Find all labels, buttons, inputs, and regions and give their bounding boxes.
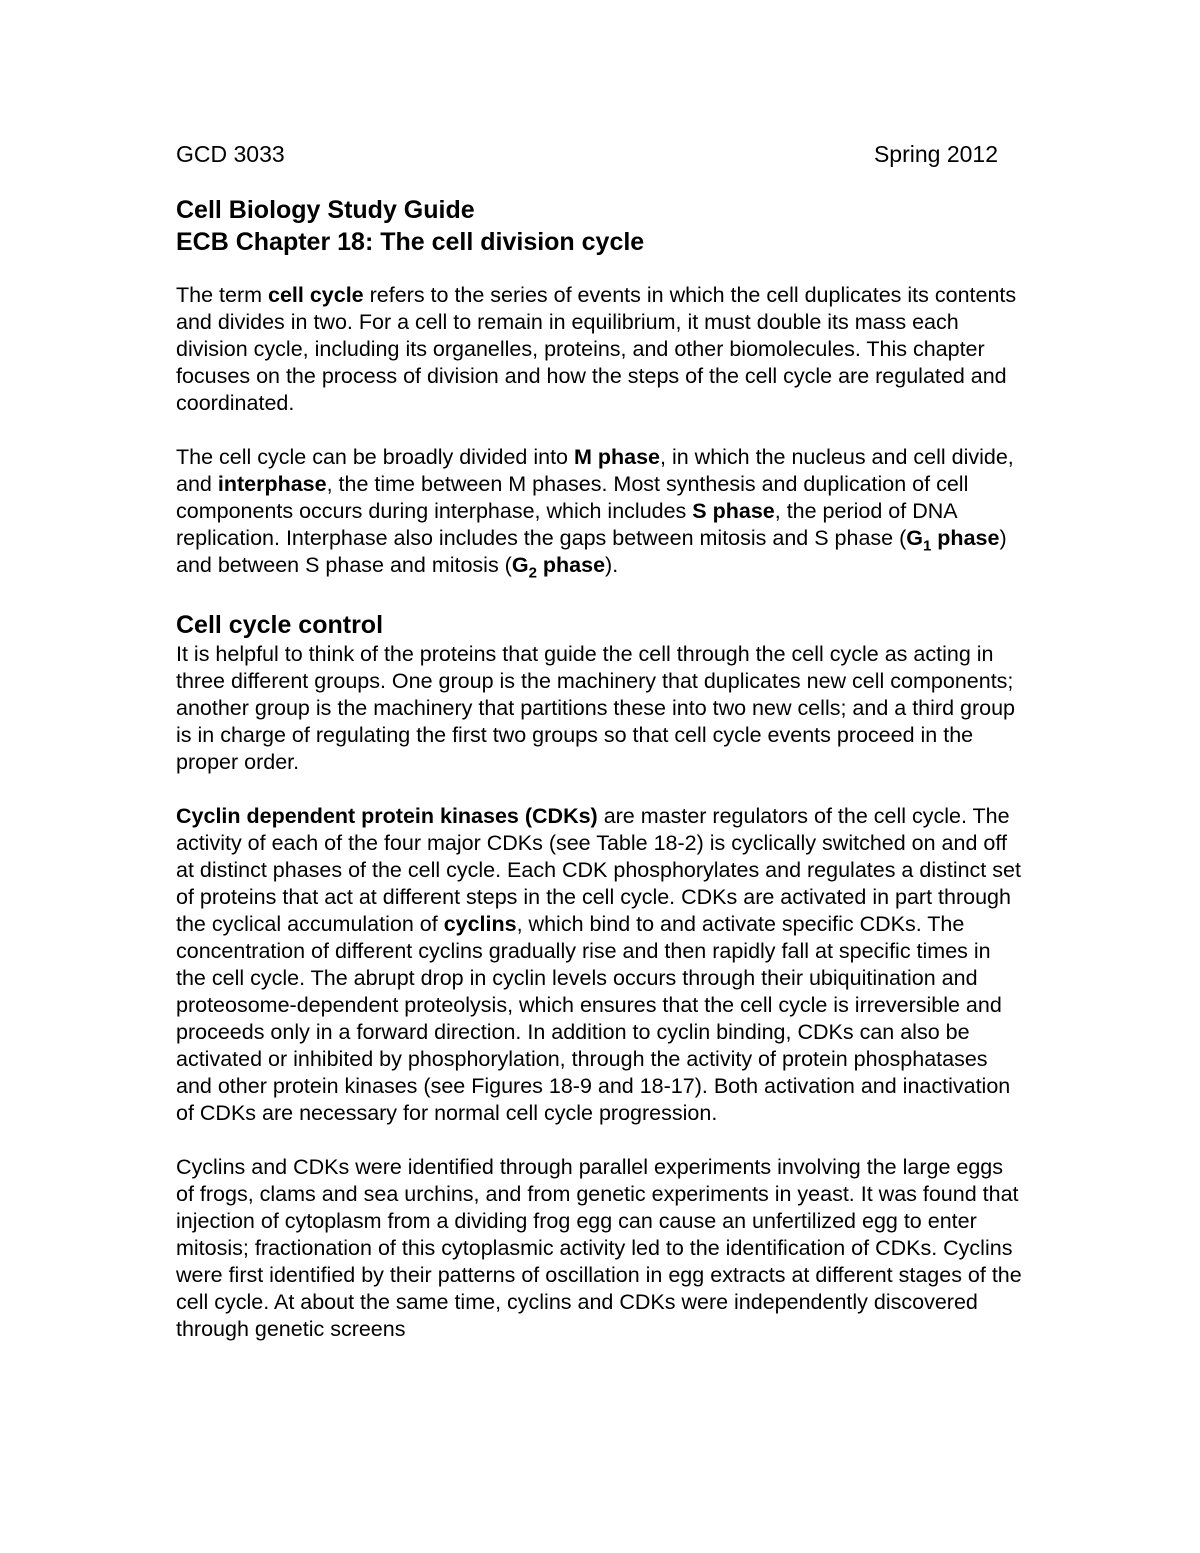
paragraph-discovery xyxy=(176,1154,1022,1343)
text-run: , in which the nucleus and cell divide, and xyxy=(176,445,1014,496)
text-run: The cell cycle can be broadly divided into xyxy=(176,445,574,469)
term-cell-cycle: cell cycle xyxy=(268,283,364,307)
text-run: are master regulators of the cell cycle. The activity of each of the four major CDKs (see Table 18-2) is cyclically switched on and off at distinct phases of the cell cycle. Each CDK phosphorylates and regulates a distinct set of proteins that act at different steps in the cell cycle. CDKs are activated in part through the cyclical accumulation of xyxy=(176,804,1021,936)
paragraph-phases xyxy=(176,444,1022,582)
term-label: Spring 2012 xyxy=(873,141,998,167)
document-page xyxy=(176,138,1022,1343)
text-run: The term xyxy=(176,283,268,307)
text-run: refers to the series of events in which the cell duplicates its contents and divides in two. For a cell to remain in equilibrium, it must double its mass each division cycle, including its organelles, proteins, and other biomolecules. This chapter focuses on the process of division and how the steps of the cell cycle are regulated and coordinated. xyxy=(176,283,1017,415)
text-run: , which bind to and activate specific CDKs. The concentration of different cyclins gradually rise and then rapidly fall at specific times in the cell cycle. The abrupt drop in cyclin levels occurs through their ubiquitination and proteosome-dependent proteolysis, which ensures that the cell cycle is irreversible and proceeds only in a forward direction. In addition to cyclin binding, CDKs can also be activated or inhibited by phosphorylation, through the activity of protein phosphatases and other protein kinases (see Figures 18-9 and 18-17). Both activation and inactivation of CDKs are necessary for normal cell cycle progression. xyxy=(176,912,1011,1125)
term-g1-phase xyxy=(906,526,1000,555)
text-run: ). xyxy=(605,553,619,577)
text-run: Cyclins and CDKs were identified through parallel experiments involving the large eggs of frogs, clams and sea urchins, and from genetic experiments in yeast. It was found that injection of cytoplasm from a dividing frog egg can cause an unfertilized egg to enter mitosis; fractionation of this cytoplasmic activity led to the identification of CDKs. Cyclins were first identified by their patterns of oscillation in egg extracts at different stages of the cell cycle. At about the same time, cyclins and CDKs were independently discovered through genetic screens xyxy=(176,1155,1022,1341)
page-header xyxy=(176,138,1022,170)
term-s-phase: S phase xyxy=(692,499,775,523)
title-line-2: ECB Chapter 18: The cell division cycle xyxy=(176,228,645,256)
paragraph-protein-groups xyxy=(176,641,1022,776)
text-run: , the time between M phases. Most synthesis and duplication of cell components occurs during interphase, which includes xyxy=(176,472,969,523)
term-cdks: Cyclin dependent protein kinases (CDKs) xyxy=(176,804,598,828)
g2-letter: G xyxy=(511,553,529,577)
course-code: GCD 3033 xyxy=(176,141,285,167)
g1-letter: G xyxy=(906,526,923,550)
g1-word: phase xyxy=(931,526,1000,550)
text-run: , the period of DNA replication. Interphase also includes the gaps between mitosis and S phase ( xyxy=(176,499,957,550)
term-interphase: interphase xyxy=(217,472,327,496)
text-run: It is helpful to think of the proteins that guide the cell through the cell cycle as acting in three different groups. One group is the machinery that duplicates new cell components; another group is the machinery that partitions these into two new cells; and a third group is in charge of regulating the first two groups so that cell cycle events proceed in the proper order. xyxy=(176,642,1015,774)
term-cyclins: cyclins xyxy=(443,912,517,936)
section-heading-cell-cycle-control: Cell cycle control xyxy=(176,611,384,639)
paragraph-cdks xyxy=(176,803,1022,1127)
document-title xyxy=(176,194,1022,258)
text-run: ) and between S phase and mitosis ( xyxy=(176,526,1007,577)
title-line-1: Cell Biology Study Guide xyxy=(176,196,475,224)
paragraph-cell-cycle-definition xyxy=(176,282,1022,417)
term-m-phase: M phase xyxy=(573,445,661,469)
term-g2-phase xyxy=(511,553,606,582)
g2-word: phase xyxy=(536,553,606,577)
g1-subscript: 1 xyxy=(922,537,932,555)
g2-subscript: 2 xyxy=(528,564,537,582)
